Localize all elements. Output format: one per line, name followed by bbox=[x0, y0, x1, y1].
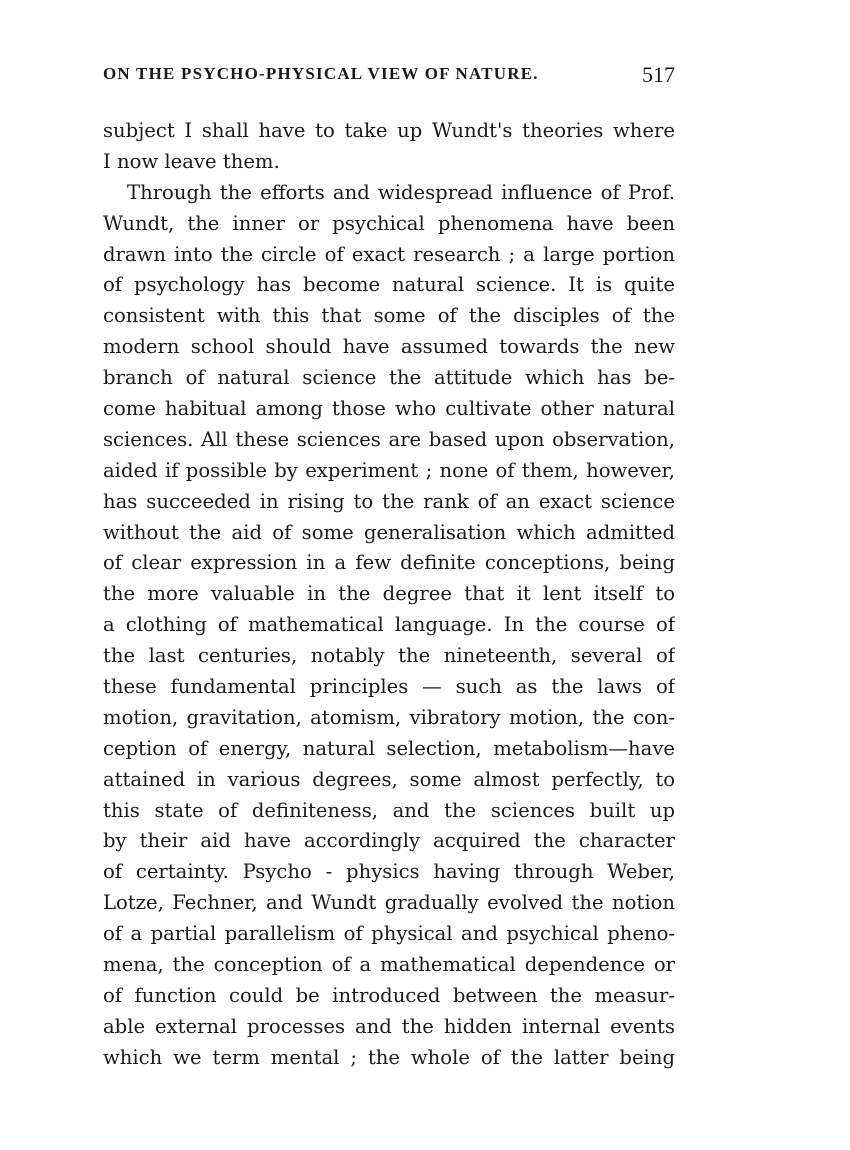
text-line: of psychology has become natural science. It is quite bbox=[103, 273, 675, 297]
text-line: motion, gravitation, atomism, vibratory motion, the con- bbox=[103, 705, 675, 729]
text-line: Through the efforts and widespread influence of Prof. bbox=[127, 180, 675, 204]
text-line: of function could be introduced between the measur- bbox=[103, 983, 675, 1007]
text-line: branch of natural science the attitude which has be- bbox=[103, 366, 675, 390]
text-line: the last centuries, notably the nineteenth, several of bbox=[103, 644, 675, 668]
text-line: which we term mental ; the whole of the latter being bbox=[103, 1045, 675, 1069]
text-line: Lotze, Fechner, and Wundt gradually evolved the notion bbox=[103, 891, 675, 915]
text-line: a clothing of mathematical language. In the course of bbox=[103, 613, 675, 637]
text-line: sciences. All these sciences are based upon observation, bbox=[103, 427, 675, 451]
text-line: aided if possible by experiment ; none of them, however, bbox=[103, 458, 675, 482]
text-line: able external processes and the hidden internal events bbox=[103, 1014, 675, 1038]
text-line: attained in various degrees, some almost perfectly, to bbox=[103, 767, 675, 791]
running-title: ON THE PSYCHO-PHYSICAL VIEW OF NATURE. bbox=[103, 64, 539, 83]
text-line: subject I shall have to take up Wundt's theories where bbox=[103, 119, 675, 142]
text-line: I now leave them. bbox=[103, 149, 280, 173]
text-line: mena, the conception of a mathematical dependence or bbox=[103, 953, 675, 977]
text-line: ception of energy, natural selection, metabolism—have bbox=[103, 736, 675, 760]
text-line: this state of definiteness, and the sciences built up bbox=[103, 798, 675, 822]
running-head bbox=[103, 62, 675, 88]
text-line: by their aid have accordingly acquired the character bbox=[103, 829, 675, 853]
text-line: modern school should have assumed towards the new bbox=[103, 335, 675, 359]
text-line: Wundt, the inner or psychical phenomena have been bbox=[103, 211, 675, 235]
text-line: has succeeded in rising to the rank of an exact science bbox=[103, 489, 675, 513]
text-line: of certainty. Psycho - physics having through Weber, bbox=[103, 860, 675, 884]
text-line: these fundamental principles — such as the laws of bbox=[103, 675, 675, 699]
text-line: of a partial parallelism of physical and psychical pheno- bbox=[103, 922, 675, 946]
page-number: 517 bbox=[642, 62, 675, 87]
text-line: of clear expression in a few definite conceptions, being bbox=[103, 551, 675, 575]
body-text bbox=[103, 116, 675, 1074]
text-line: the more valuable in the degree that it lent itself to bbox=[103, 582, 675, 606]
text-line: come habitual among those who cultivate other natural bbox=[103, 397, 675, 421]
text-line: drawn into the circle of exact research ; a large portion bbox=[103, 242, 675, 266]
text-line: without the aid of some generalisation which admitted bbox=[103, 520, 675, 544]
text-line: consistent with this that some of the disciples of the bbox=[103, 304, 675, 328]
